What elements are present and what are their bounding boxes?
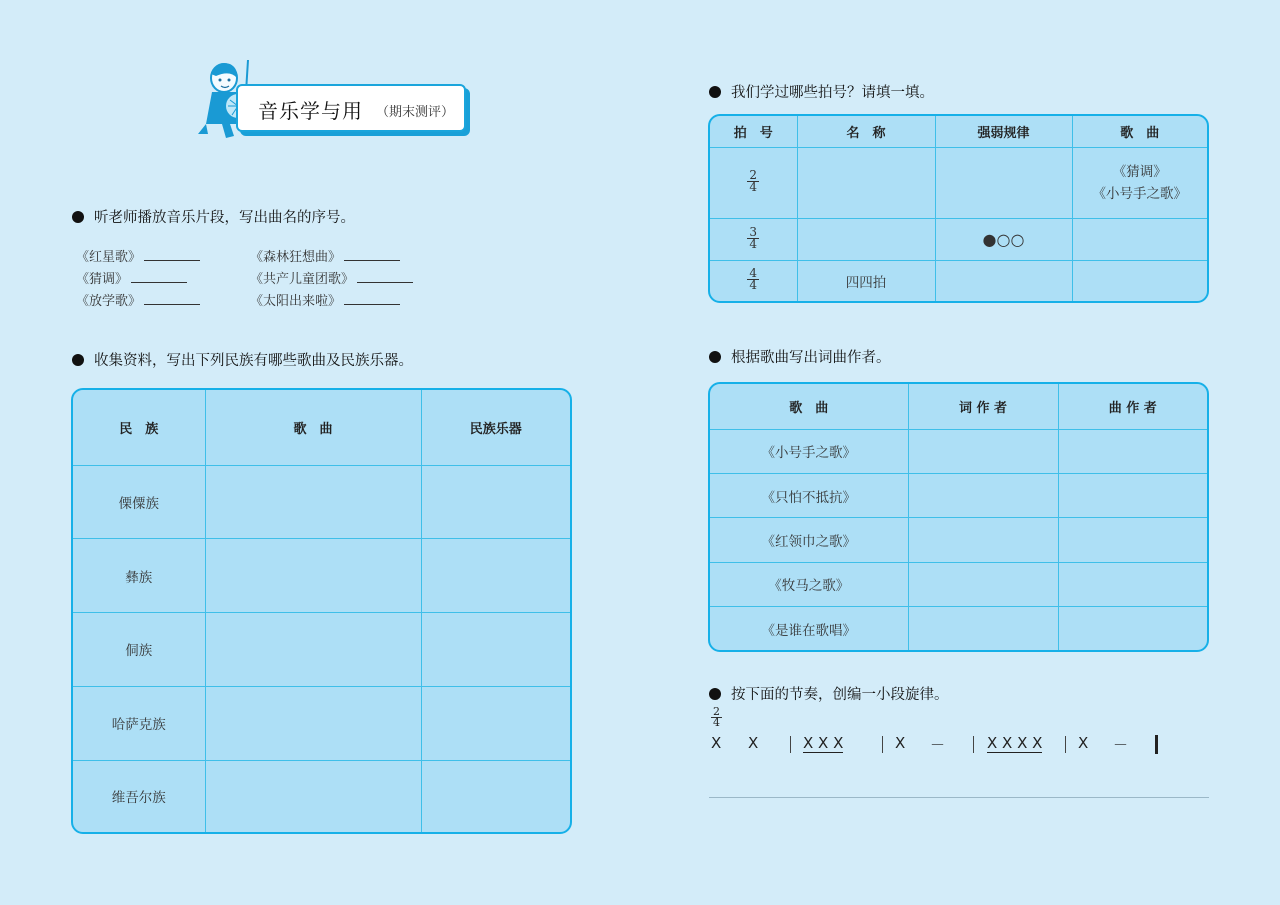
bar-line [882, 736, 883, 753]
question-3-text: 我们学过哪些拍号？请填一填。 [731, 85, 934, 101]
bullet-icon [72, 211, 84, 223]
song-list-cell[interactable] [1072, 147, 1207, 219]
song-blank-item [76, 290, 200, 309]
song-answer-cell[interactable] [205, 539, 421, 613]
time-signature-denominator: 4 [749, 278, 758, 293]
time-signature [747, 170, 759, 193]
table-row [710, 518, 1207, 562]
answer-blank[interactable] [131, 272, 187, 283]
rhythm-note: X [711, 734, 722, 752]
question-4-text: 根据歌曲写出词曲作者。 [731, 350, 891, 366]
rhythm-time-signature [711, 707, 722, 728]
answer-blank[interactable] [357, 272, 413, 283]
bar-line [1065, 736, 1066, 753]
column-header: 歌 曲 [205, 390, 421, 465]
question-3 [709, 81, 934, 102]
table-row [73, 613, 570, 687]
table-row [73, 465, 570, 539]
lyricist-answer-cell[interactable] [908, 518, 1058, 562]
song-title-cell: 《小号手之歌》 [710, 429, 908, 473]
rhythm-note-group [803, 734, 843, 752]
lyricist-answer-cell[interactable] [908, 607, 1058, 650]
answer-blank[interactable] [344, 250, 400, 261]
lyricist-answer-cell[interactable] [908, 473, 1058, 517]
rhythm-notes: X X X [803, 734, 844, 752]
song-name: 《红星歌》 [76, 250, 142, 265]
song-answer-cell[interactable] [205, 465, 421, 539]
table-row [710, 260, 1207, 301]
banner-subtitle: （期末测评） [376, 105, 455, 120]
bar-line [790, 736, 791, 753]
bullet-icon [709, 86, 721, 98]
question-2-text: 收集资料，写出下列民族有哪些歌曲及民族乐器。 [94, 353, 413, 369]
bullet-icon [709, 688, 721, 700]
table-row [710, 473, 1207, 517]
rhythm-note: X [1078, 734, 1089, 752]
song-title-cell: 《红领巾之歌》 [710, 518, 908, 562]
song-list-cell[interactable] [1072, 219, 1207, 260]
song-name: 《共产儿童团歌》 [250, 272, 355, 287]
composer-answer-cell[interactable] [1058, 518, 1207, 562]
rhythm-dash: － [1113, 736, 1129, 754]
column-header: 歌 曲 [1072, 116, 1207, 147]
song-answer-cell[interactable] [205, 760, 421, 832]
column-header: 词 作 者 [908, 384, 1058, 429]
composer-answer-cell[interactable] [1058, 607, 1207, 650]
ethnic-group-cell: 傈僳族 [73, 465, 205, 539]
song-blank-item [250, 268, 413, 287]
time-signature [747, 227, 759, 250]
lyricist-answer-cell[interactable] [908, 429, 1058, 473]
bar-line [973, 736, 974, 753]
column-header: 拍 号 [710, 116, 797, 147]
song-title-cell: 《是谁在歌唱》 [710, 607, 908, 650]
question-5-text: 按下面的节奏，创编一小段旋律。 [731, 687, 949, 703]
table-row [710, 219, 1207, 260]
ethnic-group-cell: 维吾尔族 [73, 760, 205, 832]
question-2 [72, 349, 413, 370]
bullet-icon [709, 351, 721, 363]
time-signature-cell [710, 260, 797, 301]
time-signature-numerator: 2 [749, 168, 758, 183]
ethnic-group-cell: 彝族 [73, 539, 205, 613]
time-signature-numerator: 4 [749, 266, 758, 281]
composer-table [708, 382, 1209, 652]
column-header: 民 族 [73, 390, 205, 465]
song-name: 《放学歌》 [76, 294, 142, 309]
stress-pattern-cell[interactable] [935, 260, 1072, 301]
song-title-cell: 《只怕不抵抗》 [710, 473, 908, 517]
time-signature-numerator: 2 [713, 705, 720, 718]
table-row [73, 760, 570, 832]
end-bar-line [1155, 735, 1158, 754]
instrument-answer-cell[interactable] [421, 465, 570, 539]
song-list-cell[interactable] [1072, 260, 1207, 301]
song-title-cell: 《牧马之歌》 [710, 562, 908, 606]
column-header: 曲 作 者 [1058, 384, 1207, 429]
rhythm-note: X [895, 734, 906, 752]
stress-pattern-cell[interactable]: ●○○ [935, 219, 1072, 260]
stress-pattern-cell[interactable] [935, 147, 1072, 219]
section-title-banner [236, 84, 466, 132]
lyricist-answer-cell[interactable] [908, 562, 1058, 606]
composer-answer-cell[interactable] [1058, 562, 1207, 606]
song-answer-cell[interactable] [205, 613, 421, 687]
song-name: 《森林狂想曲》 [250, 250, 342, 265]
table-row [710, 562, 1207, 606]
column-header: 民族乐器 [421, 390, 570, 465]
column-header: 强弱规律 [935, 116, 1072, 147]
answer-blank[interactable] [344, 294, 400, 305]
time-signature-denominator: 4 [713, 716, 720, 729]
banner-title: 音乐学与用 [258, 99, 363, 123]
bullet-icon [72, 354, 84, 366]
rhythm-dash: － [930, 736, 946, 754]
ethnic-group-cell: 哈萨克族 [73, 686, 205, 760]
question-1 [72, 206, 355, 227]
time-signature-denominator: 4 [749, 237, 758, 252]
column-header: 歌 曲 [710, 384, 908, 429]
ethnic-music-table [71, 388, 572, 834]
instrument-answer-cell[interactable] [421, 686, 570, 760]
time-signature [747, 268, 759, 291]
composer-answer-cell[interactable] [1058, 429, 1207, 473]
meter-name-cell[interactable] [797, 219, 935, 260]
answer-blank[interactable] [144, 294, 200, 305]
time-signature-numerator: 3 [749, 225, 758, 240]
song-name: 《猜调》 [1112, 163, 1167, 180]
composer-answer-cell[interactable] [1058, 473, 1207, 517]
song-blank-item [76, 246, 200, 265]
song-name: 《猜调》 [76, 272, 129, 287]
instrument-answer-cell[interactable] [421, 539, 570, 613]
meter-name-cell[interactable] [797, 147, 935, 219]
question-4 [709, 346, 891, 367]
table-row [73, 686, 570, 760]
answer-blank[interactable] [144, 250, 200, 261]
meter-name-cell[interactable]: 四四拍 [797, 260, 935, 301]
answer-line[interactable] [709, 797, 1209, 798]
question-1-text: 听老师播放音乐片段，写出曲名的序号。 [94, 210, 355, 226]
table-row [710, 429, 1207, 473]
table-row [710, 607, 1207, 650]
time-signature-cell [710, 147, 797, 219]
song-blank-item [76, 268, 187, 287]
song-name: 《小号手之歌》 [1092, 185, 1187, 202]
question-5 [709, 683, 949, 704]
instrument-answer-cell[interactable] [421, 613, 570, 687]
meter-table [708, 114, 1209, 303]
column-header: 名 称 [797, 116, 935, 147]
song-blank-item [250, 246, 400, 265]
rhythm-note: X [748, 734, 759, 752]
instrument-answer-cell[interactable] [421, 760, 570, 832]
table-row [710, 147, 1207, 219]
rhythm-notes: X X X X [987, 734, 1043, 752]
table-row [73, 539, 570, 613]
song-name: 《太阳出来啦》 [250, 294, 342, 309]
song-blank-item [250, 290, 400, 309]
ethnic-group-cell: 侗族 [73, 613, 205, 687]
time-signature-denominator: 4 [749, 180, 758, 195]
song-answer-cell[interactable] [205, 686, 421, 760]
rhythm-note-group [987, 734, 1042, 752]
time-signature-cell [710, 219, 797, 260]
